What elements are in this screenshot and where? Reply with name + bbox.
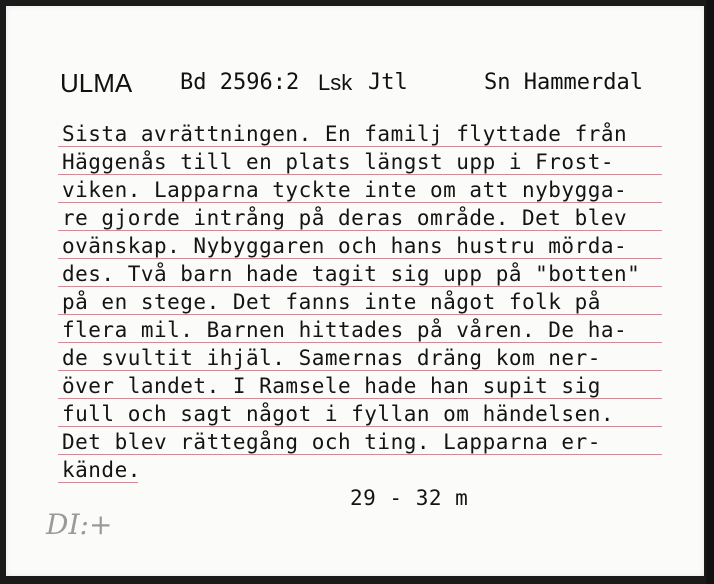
card-header [60, 68, 680, 108]
text-line: Häggenås till en plats längst upp i Frost- [62, 148, 662, 176]
text-line: full och sagt något i fyllan om händelsen. [62, 400, 662, 428]
province-label: Jtl [368, 70, 408, 95]
text-line: de svultit ihjäl. Samernas dräng kom ner- [62, 344, 662, 372]
record-text [62, 120, 662, 484]
text-line: re gjorde intrång på deras område. Det blev [62, 204, 662, 232]
parish-label: Sn Hammerdal [484, 70, 643, 95]
page-range: 29 - 32 m [350, 486, 469, 510]
text-line: Sista avrättningen. En familj flyttade från [62, 120, 662, 148]
scan-edge [706, 0, 714, 584]
archive-code: ULMA [60, 68, 133, 98]
text-line: des. Två barn hade tagit sig upp på "botten" [62, 260, 662, 288]
text-line: flera mil. Barnen hittades på våren. De ha- [62, 316, 662, 344]
lsk-label: Lsk [318, 70, 353, 95]
volume-number: Bd 2596:2 [180, 70, 300, 95]
text-line: ovänskap. Nybyggaren och hans hustru mörda- [62, 232, 662, 260]
handwritten-mark: DI:+ [46, 508, 113, 541]
text-line: viken. Lapparna tyckte inte om att nybygga- [62, 176, 662, 204]
text-line: kände. [62, 456, 662, 484]
text-line: på en stege. Det fanns inte något folk på [62, 288, 662, 316]
text-line: Det blev rättegång och ting. Lapparna er- [62, 428, 662, 456]
text-line: över landet. I Ramsele hade han supit sig [62, 372, 662, 400]
